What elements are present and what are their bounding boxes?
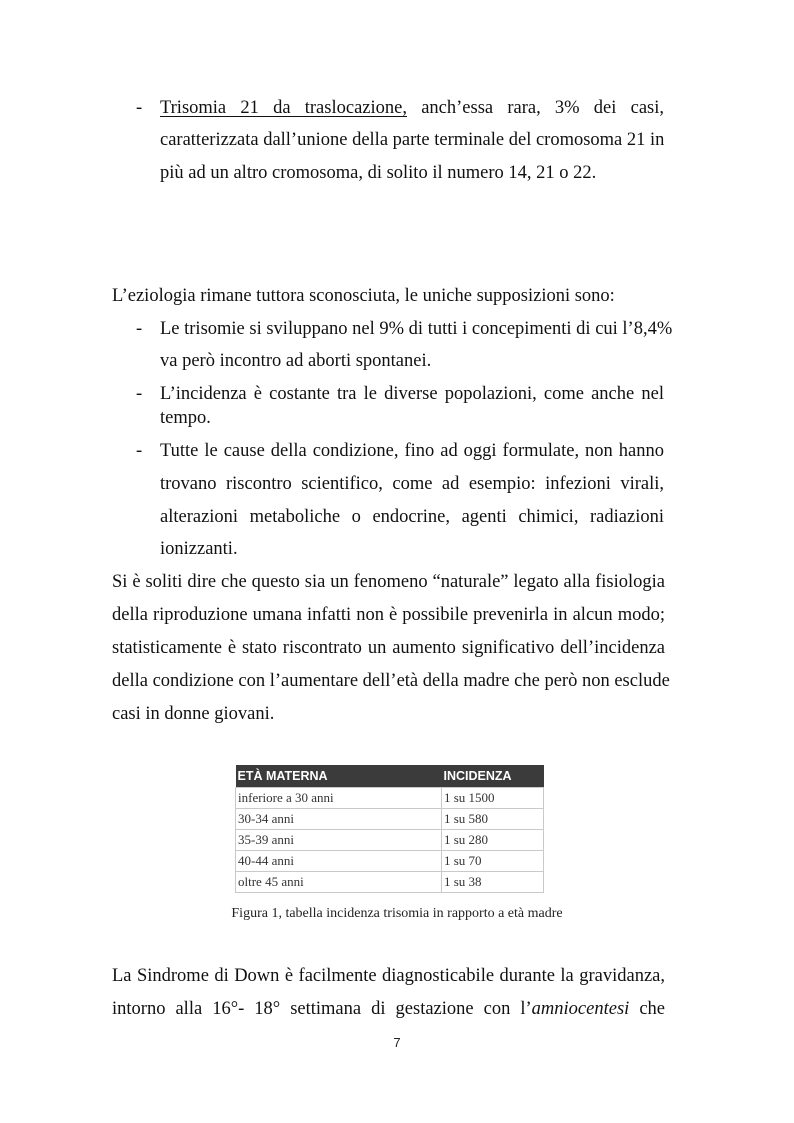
paragraph-line: Si è soliti dire che questo sia un fenomeno “naturale” legato alla fisiologia	[112, 572, 665, 592]
paragraph-line: casi in donne giovani.	[112, 704, 275, 724]
figure-caption: Figura 1, tabella incidenza trisomia in rapporto a età madre	[231, 906, 563, 921]
list-item-translocation	[160, 97, 664, 119]
incidence-table	[235, 765, 544, 893]
paragraph-line: della riproduzione umana infatti non è possibile prevenirla in alcun modo;	[112, 605, 665, 625]
header-incidence: INCIDENZA	[442, 765, 544, 788]
list-item-line: alterazioni metaboliche o endocrine, agenti chimici, radiazioni	[160, 507, 664, 527]
underlined-term: Trisomia 21 da traslocazione,	[160, 98, 407, 118]
table-cell: 30-34 anni	[236, 809, 442, 830]
list-item-line: Le trisomie si sviluppano nel 9% di tutti i concepimenti di cui l’8,4%	[160, 319, 673, 339]
list-item-line: va però incontro ad aborti spontanei.	[160, 351, 432, 371]
header-maternal-age: ETÀ MATERNA	[236, 765, 442, 788]
list-item-line: tempo.	[160, 408, 211, 428]
list-bullet: -	[136, 441, 143, 461]
table-header-row	[236, 765, 544, 788]
paragraph-line: statisticamente è stato riscontrato un aumento significativo dell’incidenza	[112, 638, 665, 658]
list-item-line: Tutte le cause della condizione, fino ad oggi formulate, non hanno	[160, 441, 664, 461]
list-item-line: caratterizzata dall’unione della parte terminale del cromosoma 21 in	[160, 130, 665, 150]
table-cell: 1 su 280	[442, 830, 544, 851]
intro-line: L’eziologia rimane tuttora sconosciuta, le uniche supposizioni sono:	[112, 286, 615, 306]
table-cell: 1 su 38	[442, 872, 544, 893]
table-row	[236, 851, 544, 872]
table-row	[236, 788, 544, 809]
table-cell: inferiore a 30 anni	[236, 788, 442, 809]
list-item-line: ionizzanti.	[160, 539, 238, 559]
list-bullet: -	[136, 384, 143, 404]
table-row	[236, 809, 544, 830]
paragraph-line: della condizione con l’aumentare dell’età della madre che però non esclude	[112, 671, 670, 691]
table-cell: 1 su 580	[442, 809, 544, 830]
page-number: 7	[393, 1035, 401, 1050]
list-item-line: più ad un altro cromosoma, di solito il numero 14, 21 o 22.	[160, 163, 597, 183]
table-cell: 1 su 70	[442, 851, 544, 872]
table-cell: 35-39 anni	[236, 830, 442, 851]
list-bullet: -	[136, 319, 143, 339]
table-row	[236, 830, 544, 851]
text-run: intorno alla 16°- 18° settimana di gestazione con l’	[112, 999, 532, 1019]
paragraph-line	[112, 998, 665, 1020]
list-bullet: -	[136, 98, 143, 118]
list-item-line: trovano riscontro scientifico, come ad esempio: infezioni virali,	[160, 474, 664, 494]
list-item-line: L’incidenza è costante tra le diverse popolazioni, come anche nel	[160, 384, 664, 404]
list-item-text: anch’essa rara, 3% dei casi,	[406, 98, 664, 118]
italic-term: amniocentesi	[531, 999, 630, 1019]
table-cell: 1 su 1500	[442, 788, 544, 809]
text-run: che	[629, 999, 665, 1019]
table-cell: oltre 45 anni	[236, 872, 442, 893]
table-cell: 40-44 anni	[236, 851, 442, 872]
table-row	[236, 872, 544, 893]
paragraph-line: La Sindrome di Down è facilmente diagnosticabile durante la gravidanza,	[112, 966, 665, 986]
